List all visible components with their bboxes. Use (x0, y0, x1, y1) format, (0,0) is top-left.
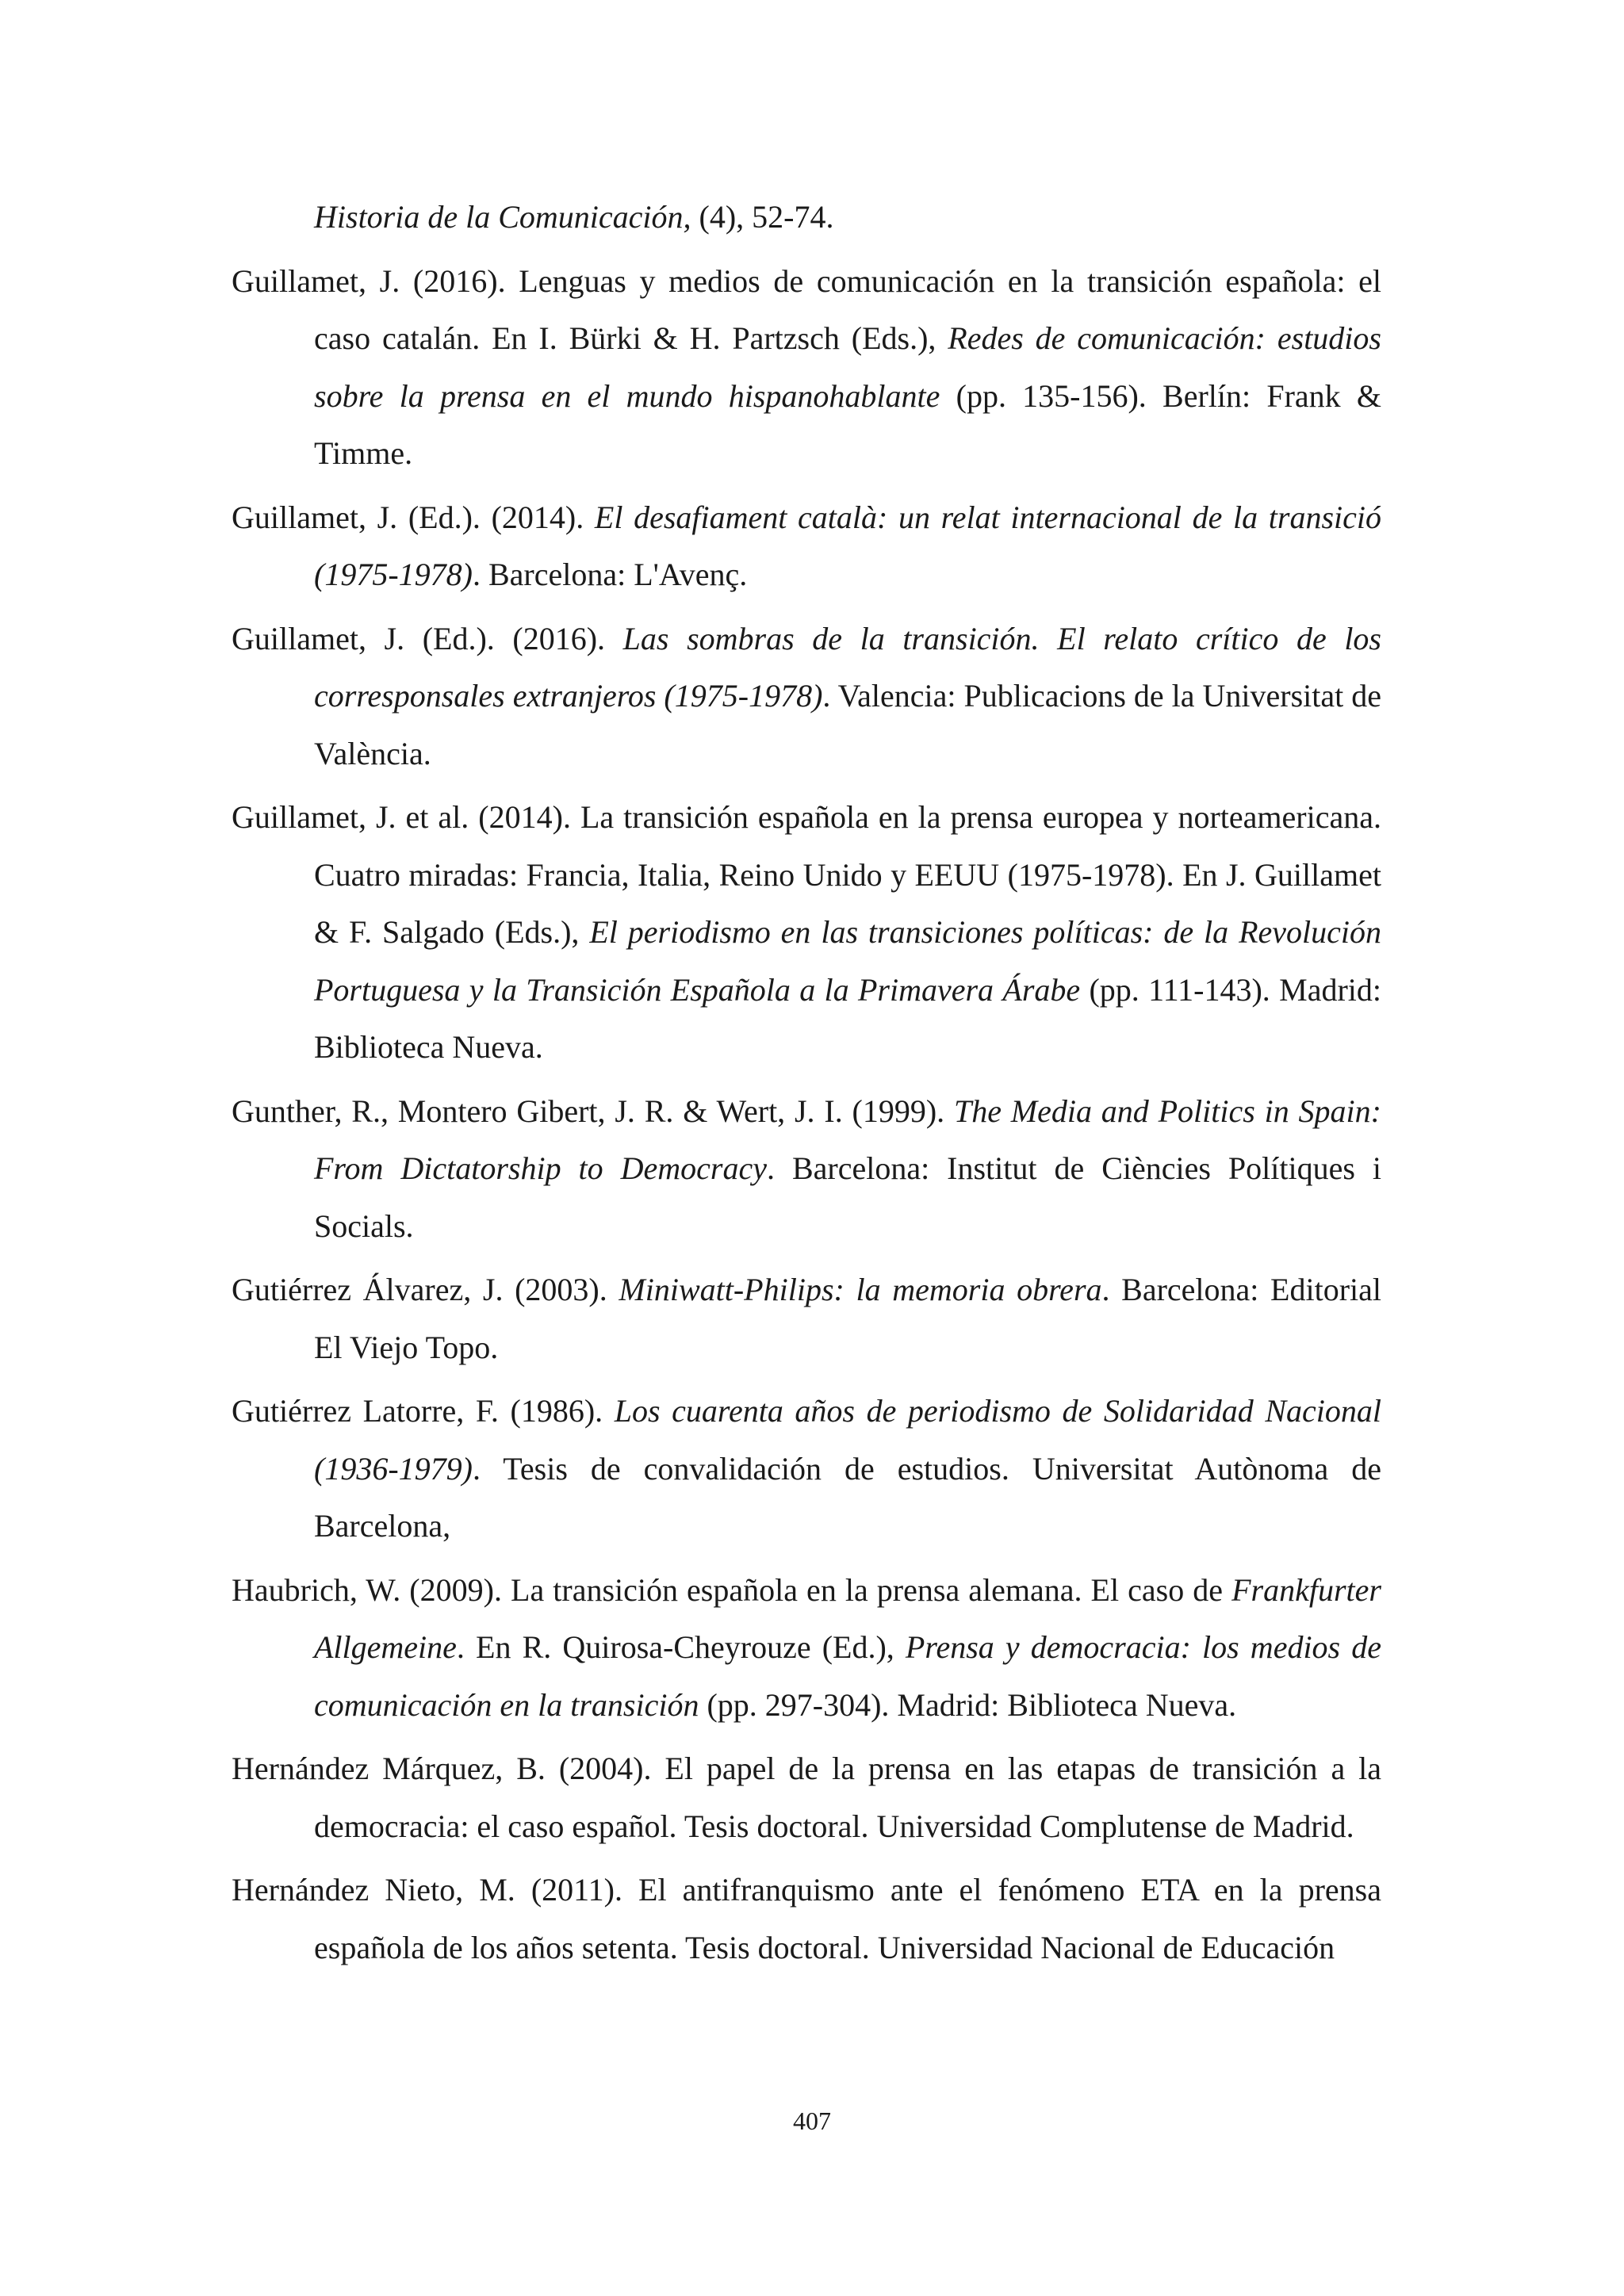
reference-title: Los cuarenta años de periodismo de Solidaridad Nacional (1936-1979) (314, 1393, 1382, 1487)
reference-text: Guillamet, J. (Ed.). (2016). (232, 620, 623, 656)
reference-entry (232, 1083, 1381, 1256)
reference-text: (4), 52-74. (691, 199, 834, 235)
reference-text: Gutiérrez Latorre, F. (1986). (232, 1393, 615, 1429)
reference-entry (232, 489, 1381, 604)
reference-text: Gutiérrez Álvarez, J. (2003). (232, 1272, 619, 1307)
reference-entry (232, 1740, 1381, 1855)
reference-text: Hernández Márquez, B. (2004). El papel de la prensa en las etapas de transición a la democracia: el caso español. Tesis doctoral. Universidad Complutense de Madrid. (232, 1751, 1381, 1844)
reference-text: Guillamet, J. (2016). Lenguas y medios de comunicación en la transición española: el caso catalán. En I. Bürki & H. Partzsch (Eds.), (232, 262, 1381, 356)
reference-entry (232, 610, 1381, 783)
reference-text: (pp. 111-143). Madrid: Biblioteca Nueva. (314, 971, 1382, 1065)
reference-entry (232, 253, 1381, 483)
reference-title: Las sombras de la transición. El relato crítico de los corresponsales extranjeros (1975-1978) (314, 620, 1382, 714)
reference-text: . Tesis de convalidación de estudios. Universitat Autònoma de Barcelona, (314, 1450, 1381, 1544)
reference-text: (pp. 135-156). Berlín: Frank & Timme. (314, 377, 1381, 471)
reference-text: Guillamet, J. (Ed.). (2014). (232, 499, 595, 535)
reference-title: Historia de la Comunicación, (314, 199, 691, 235)
reference-text: . En R. Quirosa-Cheyrouze (Ed.), (456, 1629, 906, 1665)
reference-entry (232, 1562, 1381, 1735)
reference-entry (232, 1261, 1381, 1376)
reference-title: Miniwatt-Philips: la memoria obrera (619, 1272, 1102, 1307)
reference-title: Prensa y democracia: los medios de comunicación en la transición (314, 1629, 1381, 1723)
reference-entry (232, 789, 1381, 1077)
reference-text: (pp. 297-304). Madrid: Biblioteca Nueva. (699, 1686, 1237, 1723)
reference-title: The Media and Politics in Spain: From Dictatorship to Democracy (314, 1093, 1381, 1186)
reference-text: Gunther, R., Montero Gibert, J. R. & Wert, J. I. (1999). (232, 1093, 954, 1129)
reference-text: Hernández Nieto, M. (2011). El antifranquismo ante el fenómeno ETA en la prensa española de los años setenta. Tesis doctoral. Universidad Nacional de Educación (232, 1872, 1381, 1965)
reference-title: El desafiament català: un relat internacional de la transició (1975-1978) (314, 499, 1381, 592)
reference-text: . Barcelona: Editorial El Viejo Topo. (314, 1272, 1382, 1365)
reference-entry (232, 1862, 1381, 1976)
reference-text: . Barcelona: L'Avenç. (472, 557, 748, 592)
page-number: 407 (793, 2107, 831, 2135)
reference-list (232, 189, 1381, 1983)
reference-entry (232, 189, 1381, 247)
reference-text: Haubrich, W. (2009). La transición española en la prensa alemana. El caso de (232, 1571, 1232, 1608)
reference-entry (232, 1383, 1381, 1556)
reference-text: . Valencia: Publicacions de la Universitat de València. (314, 678, 1381, 771)
reference-text: Guillamet, J. et al. (2014). La transición española en la prensa europea y norteamericana. Cuatro miradas: Francia, Italia, Reino Unido y EEUU (1975-1978). En J. Guillamet & F. Salgado (Eds.), (232, 799, 1381, 950)
reference-title: El periodismo en las transiciones políticas: de la Revolución Portuguesa y la Transición Española a la Primavera Árabe (314, 914, 1381, 1008)
reference-title: Redes de comunicación: estudios sobre la prensa en el mundo hispanohablante (314, 320, 1381, 414)
reference-title: Frankfurter Allgemeine (314, 1571, 1381, 1665)
reference-text: . Barcelona: Institut de Ciències Polítiques i Socials. (314, 1150, 1381, 1244)
